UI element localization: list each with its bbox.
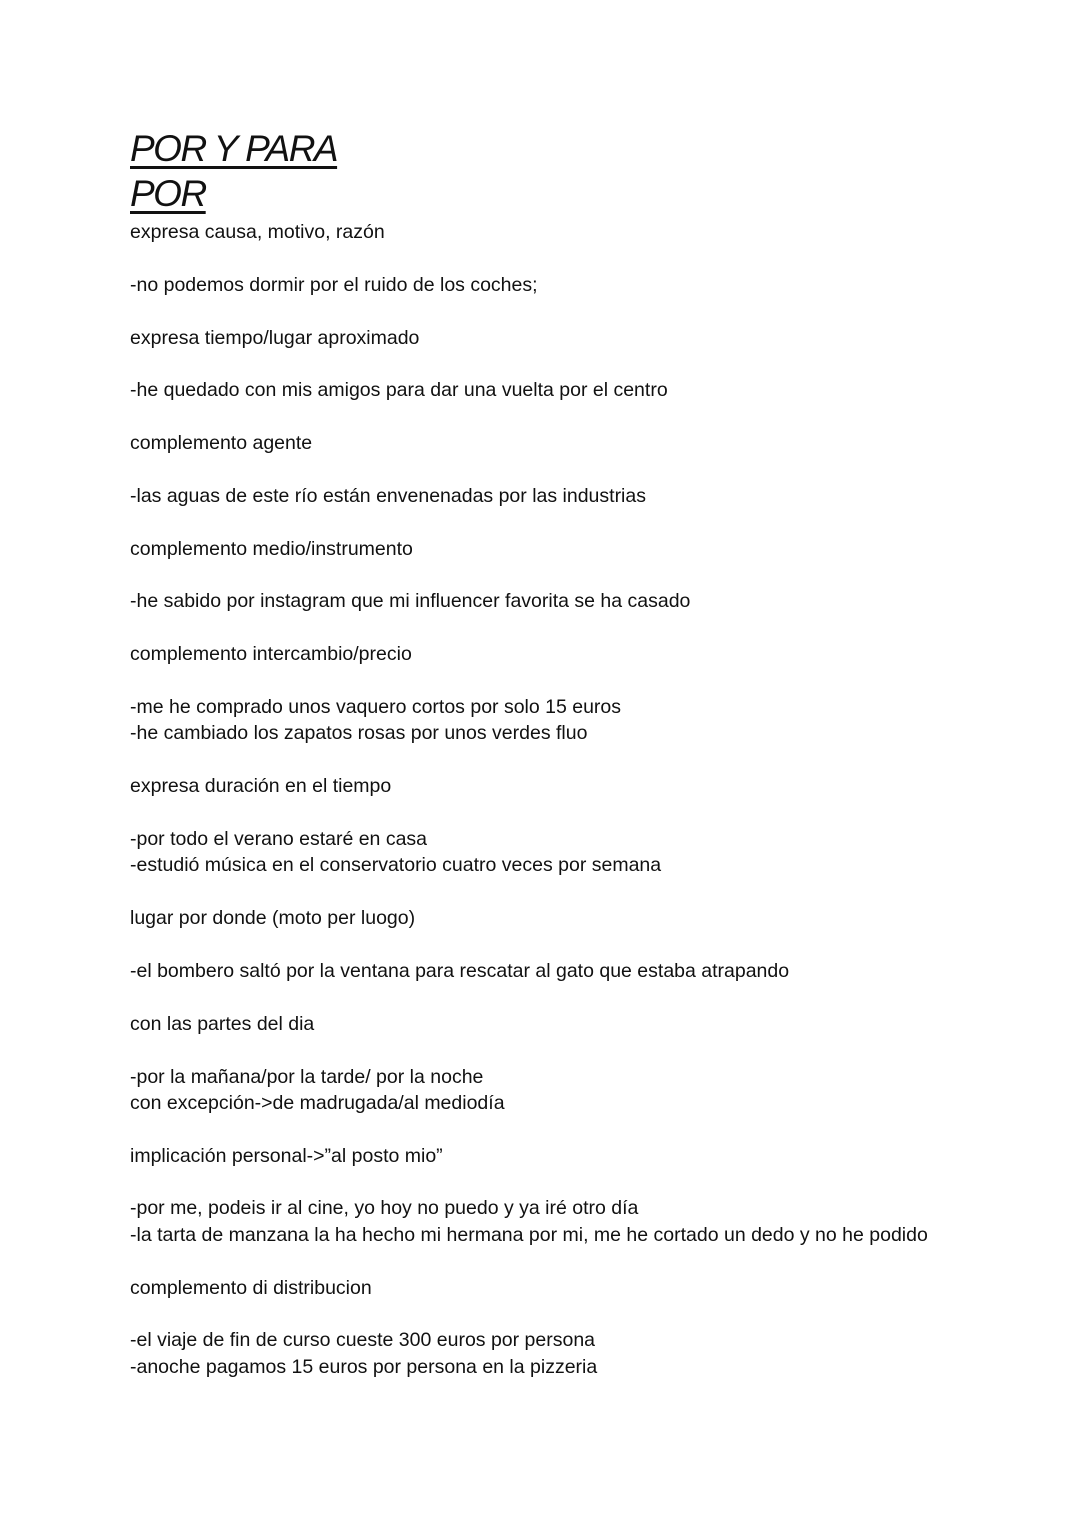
blank-line [130,351,928,377]
document-title: POR Y PARA [130,128,338,169]
usage-rule: expresa causa, motivo, razón [130,221,385,243]
example-sentence: -he quedado con mis amigos para dar una vuelta por el centro [130,379,668,402]
document-body [130,219,928,1380]
usage-rule: complemento di distribucion [130,1276,372,1299]
blank-line [130,562,928,588]
blank-line [130,800,928,826]
example-sentence: -el viaje de fin de curso cueste 300 euros por persona [130,1329,596,1352]
blank-line [130,1248,928,1274]
example-sentence: -he cambiado los zapatos rosas por unos verdes fluo [130,722,588,745]
usage-rule: complemento intercambio/precio [130,643,412,666]
blank-line [130,879,928,905]
blank-line [130,1037,928,1063]
usage-rule: expresa tiempo/lugar aproximado [130,326,420,349]
example-sentence: -me he comprado unos vaquero cortos por solo 15 euros [130,696,622,719]
blank-line [130,245,928,271]
blank-line [130,298,928,324]
usage-rule: con las partes del dia [130,1012,315,1035]
blank-line [130,404,928,430]
usage-rule: con excepción->de madrugada/al mediodía [130,1091,505,1114]
blank-line [130,509,928,535]
blank-line [130,747,928,773]
example-sentence: -estudió música en el conservatorio cuatro veces por semana [130,854,662,877]
usage-rule: implicación personal->”al posto mio” [130,1144,443,1167]
usage-rule: expresa duración en el tiempo [130,775,392,798]
blank-line [130,457,928,483]
usage-rule: complemento agente [130,432,313,455]
usage-rule: lugar por donde (moto per luogo) [130,907,416,930]
example-sentence: -el bombero saltó por la ventana para rescatar al gato que estaba atrapando [130,959,790,982]
blank-line [130,984,928,1010]
blank-line [130,615,928,641]
usage-rule: complemento medio/instrumento [130,537,413,560]
blank-line [130,1116,928,1142]
blank-line [130,1301,928,1327]
example-sentence: -la tarta de manzana la ha hecho mi hermana por mi, me he cortado un dedo y no he podido [130,1223,928,1246]
example-sentence: -por todo el verano estaré en casa [130,827,428,850]
example-sentence: -no podemos dormir por el ruido de los coches; [130,273,538,296]
blank-line [130,932,928,958]
blank-line [130,1169,928,1195]
blank-line [130,668,928,694]
example-sentence: -anoche pagamos 15 euros por persona en la pizzeria [130,1355,598,1378]
example-sentence: -he sabido por instagram que mi influencer favorita se ha casado [130,590,691,613]
section-heading-por: POR [130,173,206,214]
example-sentence: -por la mañana/por la tarde/ por la noche [130,1065,484,1088]
example-sentence: -por me, podeis ir al cine, yo hoy no puedo y ya iré otro día [130,1197,639,1220]
example-sentence: -las aguas de este río están envenenadas por las industrias [130,484,646,507]
